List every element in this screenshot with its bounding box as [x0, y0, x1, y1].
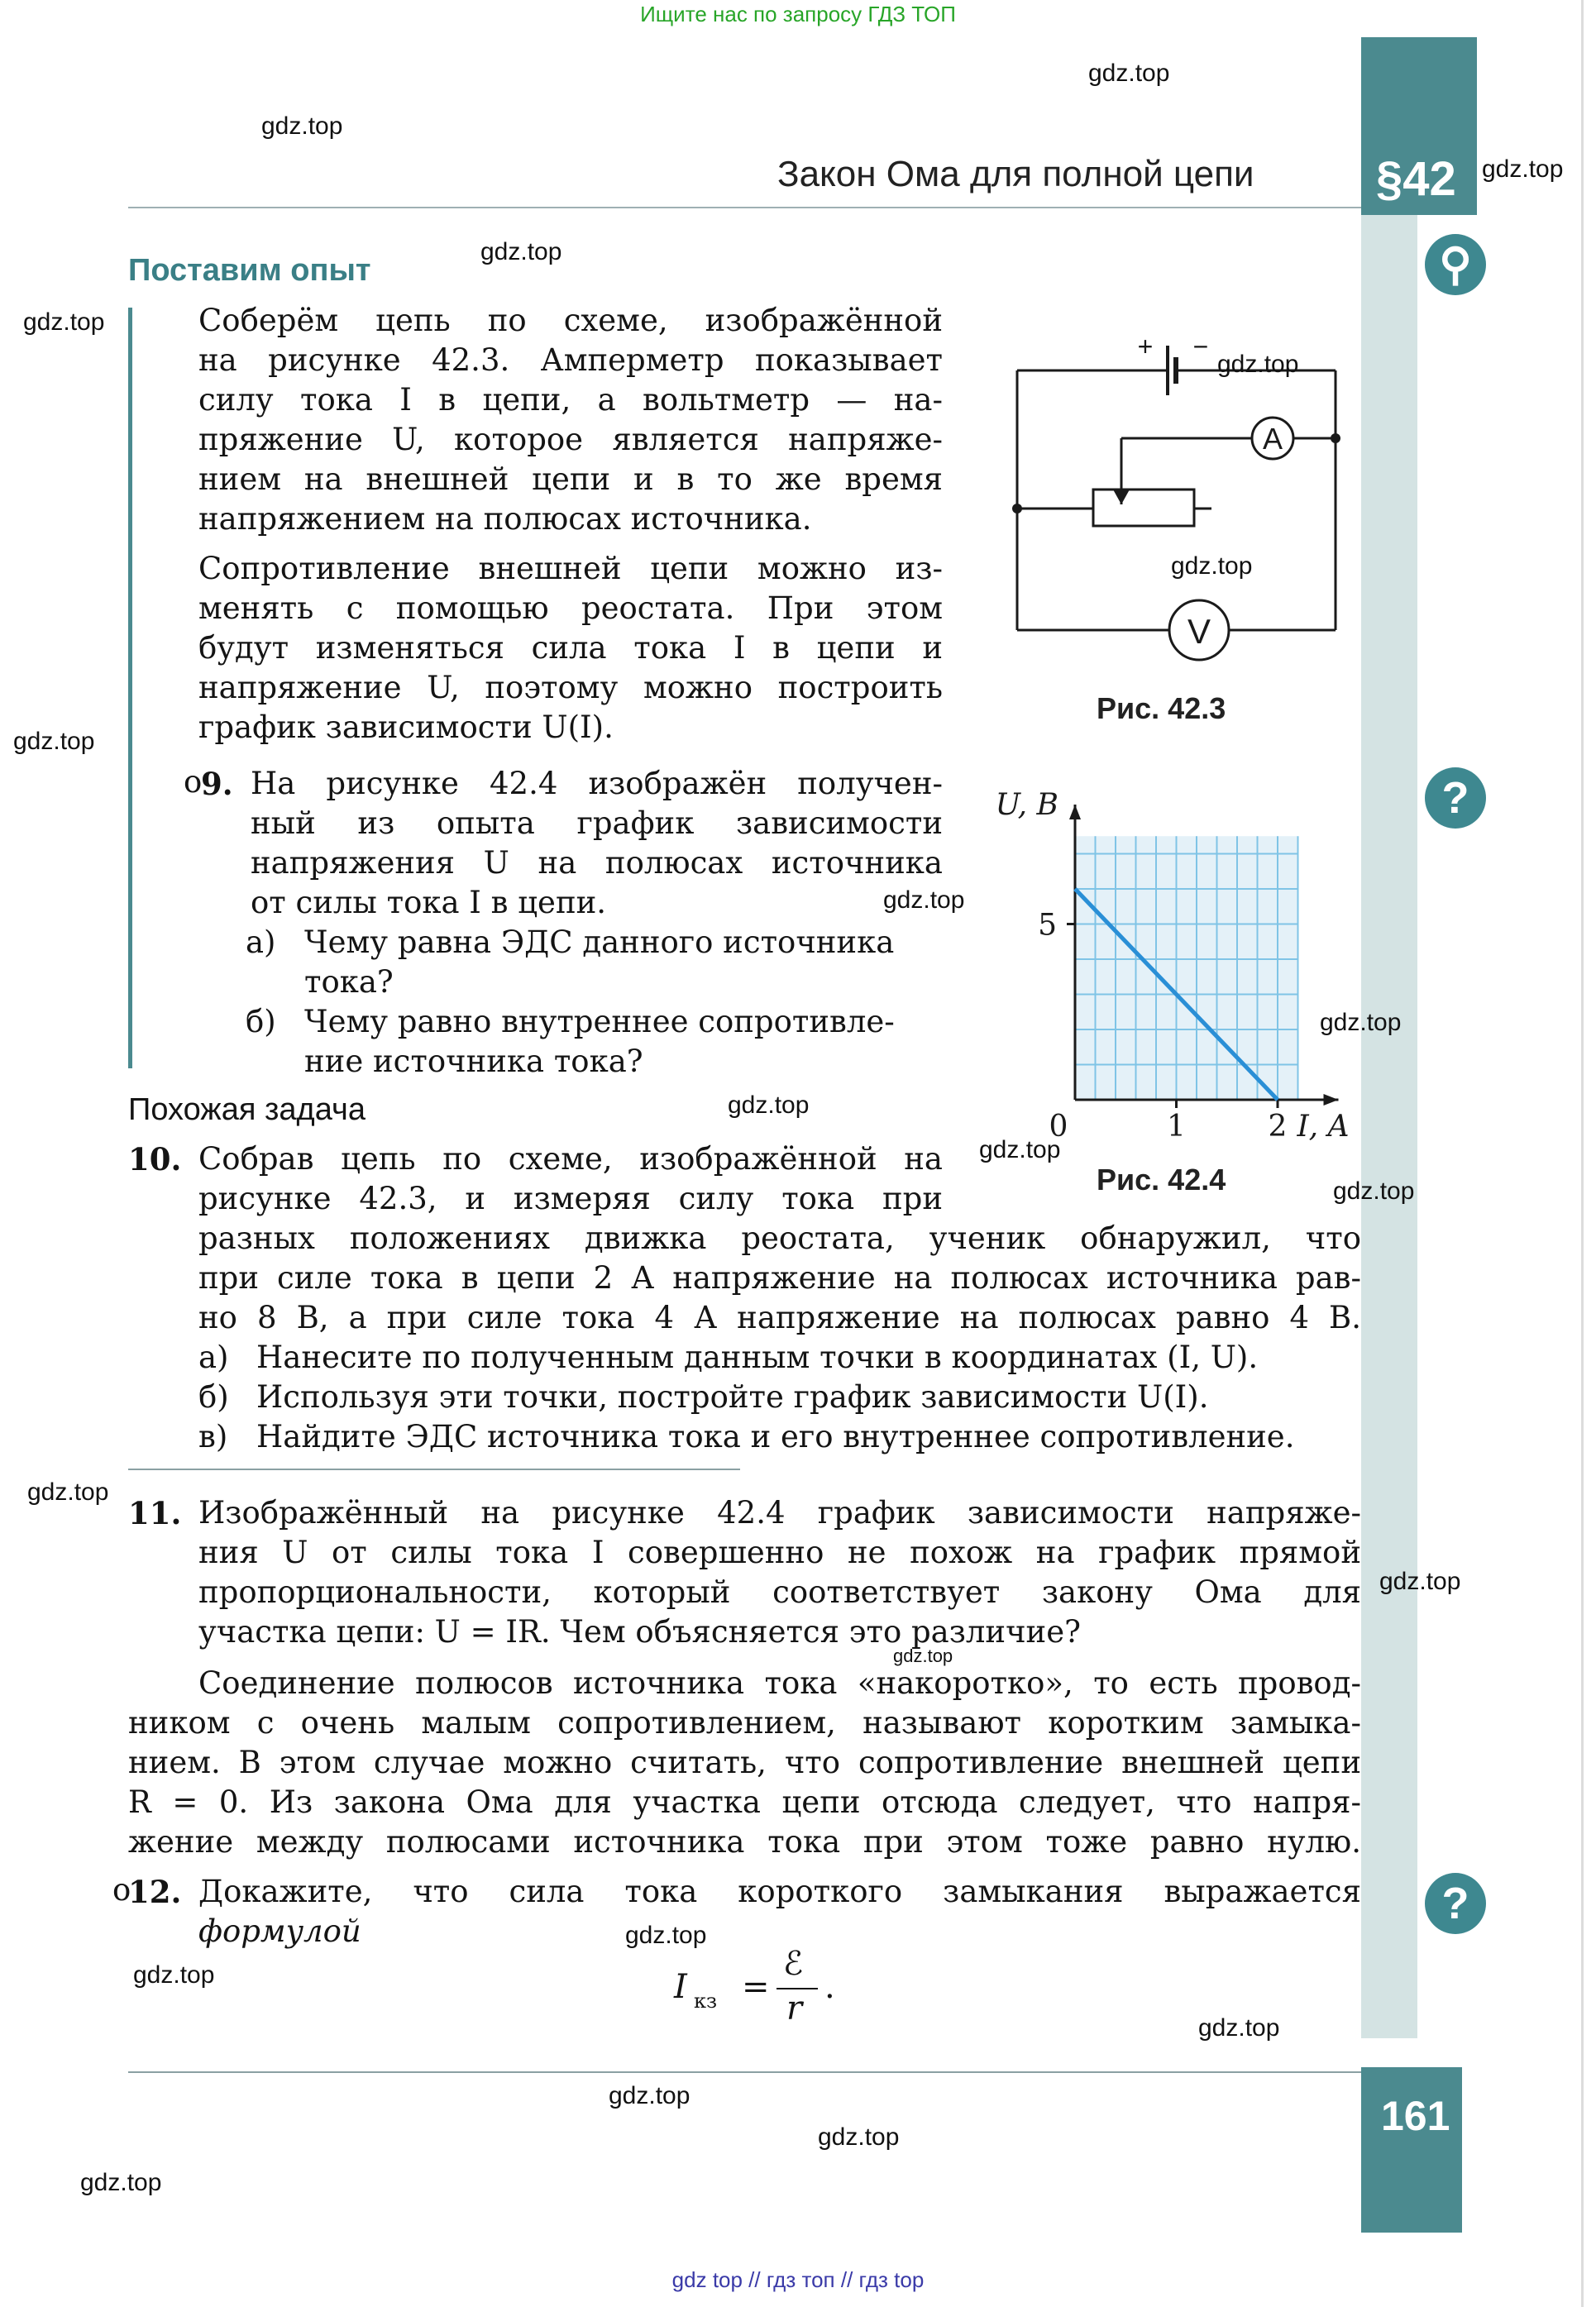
top-banner[interactable]: Ищите нас по запросу ГДЗ ТОП — [640, 2, 956, 26]
watermark[interactable]: gdz.top — [1320, 1009, 1402, 1036]
text-line: напряжения U на полюсах источника — [251, 845, 943, 881]
page-title: Закон Ома для полной цепи — [777, 154, 1254, 194]
bottom-banner[interactable]: gdz top // гдз топ // гдз top — [671, 2267, 925, 2292]
section-number: §42 — [1376, 152, 1456, 206]
watermark[interactable]: gdz.top — [133, 1961, 215, 1989]
text-line: рисунке 42.3, и измеряя силу тока при — [198, 1181, 943, 1216]
header-divider — [128, 207, 1361, 208]
watermark[interactable]: gdz.top — [23, 308, 105, 336]
watermark[interactable]: gdz.top — [625, 1922, 707, 1949]
x-axis-label: I, A — [1297, 1110, 1350, 1144]
junction — [1331, 433, 1340, 443]
text-line: ником с очень малым сопротивлением, называют коротким замыка- — [128, 1705, 1361, 1741]
text-line: Чему равна ЭДС данного источника — [304, 924, 895, 960]
page-number: 161 — [1381, 2093, 1450, 2139]
question-icon: ? — [1425, 767, 1486, 829]
text-line: Собрав цепь по схеме, изображённой на — [198, 1141, 943, 1177]
text-line: силу тока I в цепи, а вольтметр — на- — [198, 382, 943, 418]
text-line: Соберём цепь по схеме, изображённой — [198, 303, 943, 338]
watermark[interactable]: gdz.top — [13, 728, 95, 755]
text-line: R = 0. Из закона Ома для участка цепи отсюда следует, что напря- — [128, 1784, 1361, 1820]
text-line: напряжением на полюсах источника. — [198, 501, 812, 537]
junction — [1012, 504, 1022, 513]
task-9-marker: o — [184, 764, 203, 800]
experiment-heading: Поставим опыт — [128, 253, 371, 288]
watermark[interactable]: gdz.top — [480, 238, 562, 265]
task-10b-label: б) — [198, 1379, 229, 1415]
text-line: пряжение U, которое является напряже- — [198, 422, 943, 457]
text-line: жение между полюсами источника тока при этом тоже равно нулю. — [128, 1824, 1361, 1860]
text-line: на рисунке 42.3. Амперметр показывает — [198, 342, 943, 378]
short-circuit-paragraph — [128, 1664, 1361, 1703]
text-line: пропорциональности, который соответствует закону Ома для — [198, 1574, 1361, 1610]
watermark[interactable]: gdz.top — [1198, 2014, 1280, 2042]
short-circuit-formula — [674, 1945, 864, 2034]
watermark[interactable]: gdz.top — [979, 1136, 1061, 1163]
experiment-bar — [128, 308, 132, 1068]
text-line: нием. В этом случае можно считать, что сопротивление внешней цепи — [128, 1745, 1361, 1780]
battery-plus: + — [1137, 332, 1154, 361]
watermark[interactable]: gdz.top — [1088, 60, 1170, 87]
task-10c-text: Найдите ЭДС источника тока и его внутреннее сопротивление. — [256, 1419, 1295, 1454]
task-12-marker: o — [112, 1872, 131, 1908]
grid-background — [1075, 836, 1298, 1100]
formula-subscript: кз — [694, 1989, 718, 2013]
x-axis-arrow — [1324, 1094, 1339, 1106]
task-11-text — [198, 1493, 1361, 1652]
task-12-text — [198, 1872, 1361, 1951]
task-10b-text: Используя эти точки, постройте график зависимости U(I). — [256, 1379, 1209, 1415]
watermark[interactable]: gdz.top — [883, 886, 965, 914]
x-tick-label: 1 — [1167, 1110, 1186, 1144]
magnifier-icon: ⚲ — [1425, 234, 1486, 295]
x-tick-label: 0 — [1049, 1110, 1068, 1144]
figure-42-4-caption: Рис. 42.4 — [1097, 1163, 1226, 1196]
task-10a-label: а) — [198, 1340, 229, 1375]
question-icon: ? — [1425, 1873, 1486, 1934]
text-line: Докажите, что сила тока короткого замыкания выражается — [198, 1874, 1361, 1909]
task-9b-label: б) — [246, 1004, 276, 1039]
task-9a-label: а) — [246, 924, 276, 960]
task-12-number: 12. — [128, 1874, 182, 1910]
watermark[interactable]: gdz.top — [261, 112, 343, 140]
formula-numerator: ℰ — [783, 1945, 804, 1983]
text-line: нием на внешней цепи и в то же время — [198, 461, 943, 497]
similar-task-heading: Похожая задача — [128, 1092, 366, 1127]
text-line: тока? — [304, 964, 394, 1000]
text-line: формулой — [198, 1913, 361, 1949]
task-9-number: 9. — [201, 766, 233, 802]
x-tick-label: 2 — [1268, 1110, 1288, 1144]
task-10-rest — [198, 1219, 1361, 1338]
page-number-badge — [1361, 2067, 1462, 2233]
watermark[interactable]: gdz.top — [728, 1091, 810, 1119]
task-9-text — [251, 764, 943, 923]
experiment-paragraph-1 — [198, 301, 943, 539]
text-line: Соединение полюсов источника тока «накоротко», то есть провод- — [198, 1665, 1361, 1701]
y-axis-label: U, B — [995, 788, 1058, 822]
y-tick-label: 5 — [1038, 908, 1057, 943]
text-line: Изображённый на рисунке 42.4 график зависимости напряже- — [198, 1495, 1361, 1531]
battery-minus: − — [1192, 332, 1209, 361]
text-line: график зависимости U(I). — [198, 709, 614, 745]
voltmeter-label: V — [1187, 612, 1211, 651]
task-10c-label: в) — [198, 1419, 228, 1454]
ammeter-label: A — [1262, 422, 1283, 456]
task-10a-text: Нанесите по полученным данным точки в координатах (I, U). — [256, 1340, 1259, 1375]
text-line: Сопротивление внешней цепи можно из- — [198, 551, 943, 586]
watermark[interactable]: gdz.top — [80, 2169, 162, 2196]
margin-band — [1361, 37, 1417, 2038]
text-line: На рисунке 42.4 изображён получен- — [251, 766, 943, 801]
watermark[interactable]: gdz.top — [1482, 155, 1564, 183]
slider-arrow — [1113, 490, 1130, 504]
watermark[interactable]: gdz.top — [1333, 1177, 1415, 1205]
task-9a-text — [304, 923, 943, 1002]
divider — [128, 1469, 740, 1470]
watermark[interactable]: gdz.top — [1379, 1568, 1461, 1595]
formula-lhs: I — [674, 1968, 687, 2006]
task-11-number: 11. — [128, 1495, 182, 1531]
text-line: ный из опыта график зависимости — [251, 805, 943, 841]
circuit-diagram — [992, 298, 1356, 662]
text-line: при силе тока в цепи 2 А напряжение на полюсах источника рав- — [198, 1260, 1361, 1296]
formula-period: . — [824, 1968, 835, 2006]
experiment-paragraph-2 — [198, 549, 943, 748]
y-axis-arrow — [1069, 805, 1081, 819]
rheostat — [1093, 490, 1194, 526]
task-9b-text — [304, 1002, 943, 1082]
footer-divider — [128, 2071, 1361, 2073]
watermark[interactable]: gdz.top — [1171, 552, 1253, 580]
text-line: ние источника тока? — [304, 1044, 643, 1079]
watermark[interactable]: gdz.top — [1217, 351, 1299, 378]
watermark[interactable]: gdz.top — [609, 2082, 690, 2109]
watermark[interactable]: gdz.top — [27, 1478, 109, 1506]
text-line: будут изменяться сила тока I в цепи и — [198, 630, 943, 666]
ui-chart — [980, 752, 1350, 1144]
text-line: ния U от силы тока I совершенно не похож на график прямой — [198, 1535, 1361, 1570]
text-line: менять с помощью реостата. При этом — [198, 590, 943, 626]
text-line: Чему равно внутреннее сопротивле- — [304, 1004, 895, 1039]
short-circuit-paragraph-cont — [128, 1703, 1361, 1862]
formula-equals: = — [742, 1968, 770, 2006]
text-line: участка цепи: U = IR. Чем объясняется это различие? — [198, 1614, 1081, 1650]
page-edge — [1581, 0, 1584, 2307]
watermark[interactable]: gdz.top — [893, 1645, 953, 1666]
task-10-number: 10. — [128, 1141, 182, 1177]
watermark[interactable]: gdz.top — [818, 2123, 900, 2151]
task-10-first — [198, 1139, 943, 1219]
text-line: но 8 В, а при силе тока 4 А напряжение на полюсах равно 4 В. — [198, 1300, 1361, 1335]
figure-42-3-caption: Рис. 42.3 — [1097, 691, 1226, 725]
text-line: от силы тока I в цепи. — [251, 885, 607, 920]
section-badge — [1361, 37, 1477, 215]
text-line: разных положениях движка реостата, ученик обнаружил, что — [198, 1220, 1361, 1256]
formula-denominator: r — [786, 1989, 803, 2028]
text-line: напряжение U, поэтому можно построить — [198, 670, 943, 705]
